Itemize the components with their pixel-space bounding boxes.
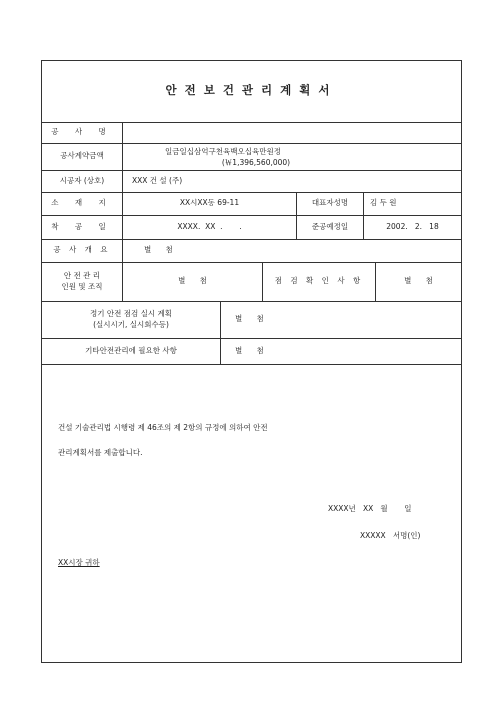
project-name-label: 공 사 명 — [51, 127, 113, 137]
contractor-label: 시공자 (상호) — [59, 175, 105, 185]
personnel-label-line1: 안 전 관 리 — [63, 271, 101, 281]
regular-check-value: 별 첨 — [235, 314, 264, 324]
other-matters-label: 기타안전관리에 필요한 사항 — [85, 345, 177, 355]
location-value: XX시XX동 69-11 — [179, 198, 240, 208]
completion-date-label: 준공예정일 — [311, 221, 349, 231]
addressee: XX시장 귀하 — [58, 558, 100, 567]
contract-amount-value — [123, 144, 323, 171]
personnel-value: 별 첨 — [178, 276, 207, 286]
representative-label: 대표자성명 — [311, 198, 349, 208]
contractor-value: XXX 건 설 (주) — [132, 175, 183, 185]
document-frame — [41, 60, 462, 663]
submission-date: XXXX년 XX 월 일 — [328, 504, 412, 513]
regular-check-label-line1: 정기 안전 점검 실시 계획 — [90, 309, 172, 319]
inspection-check-label: 점 검 확 인 사 항 — [274, 276, 364, 286]
completion-date-value: 2002. 2. 18 — [386, 221, 439, 231]
other-matters-value: 별 첨 — [235, 345, 264, 355]
regular-check-label-line2: (실시시기, 실시회수등) — [93, 319, 169, 329]
statement-line-2: 관리계획서를 제출합니다. — [58, 448, 143, 457]
overview-value: 별 첨 — [144, 245, 173, 255]
location-label: 소 재 지 — [51, 198, 113, 208]
contract-amount-figures: (￦1,396,560,000) — [221, 157, 291, 167]
regular-check-label — [42, 301, 220, 338]
personnel-label-line2: 인원 및 조직 — [61, 281, 103, 291]
contract-amount-words: 일금일십삼억구천육백오십육만원정 — [165, 147, 281, 157]
personnel-label — [42, 262, 122, 301]
statement-line-1: 건설 기술관리법 시행령 제 46조의 제 2항의 규정에 의하여 안전 — [58, 423, 268, 432]
inspection-check-value: 별 첨 — [404, 276, 433, 286]
project-name-value — [123, 122, 461, 143]
column-divider — [220, 301, 221, 364]
document-title: 안전보건관리계획서 — [165, 83, 338, 97]
representative-value: 김 두 원 — [370, 198, 397, 208]
overview-label: 공 사 개 요 — [53, 245, 111, 255]
start-date-label: 착 공 일 — [51, 221, 113, 231]
contract-amount-label: 공사계약금액 — [60, 151, 104, 161]
signature-line: XXXXX 서명(인) — [360, 531, 421, 540]
start-date-value: XXXX. XX . . — [177, 221, 242, 231]
row-divider — [42, 364, 461, 365]
